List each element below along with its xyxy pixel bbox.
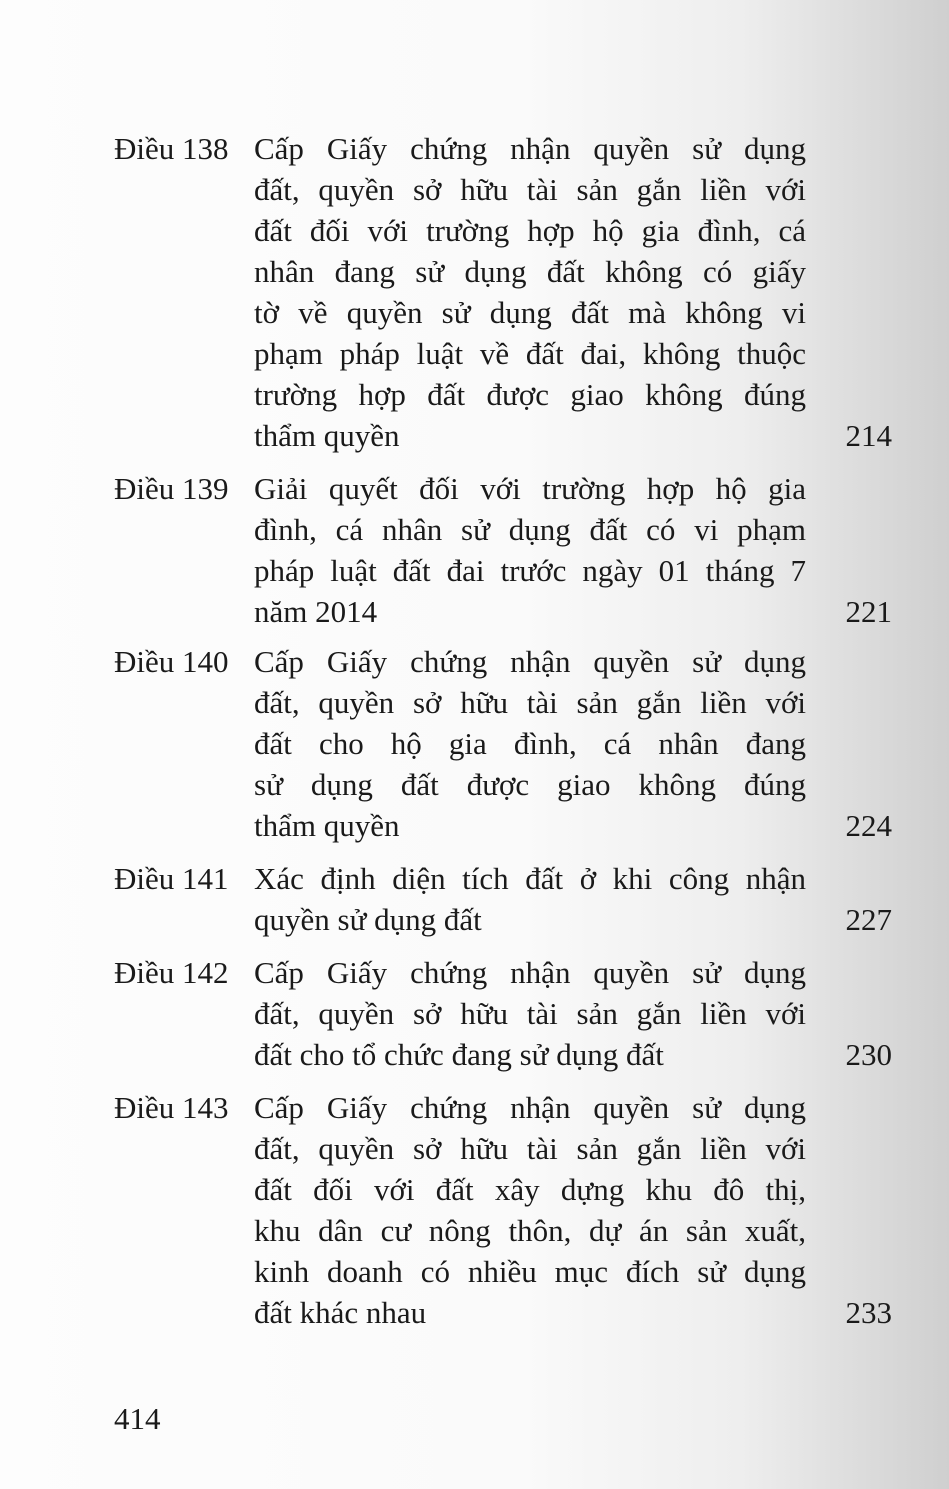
article-title-line: Cấp Giấy chứng nhận quyền sử dụng — [254, 1090, 806, 1125]
article-title-line: Cấp Giấy chứng nhận quyền sử dụng — [254, 131, 806, 166]
article-number: Điều 141 — [114, 861, 229, 896]
toc-page-number: 227 — [845, 902, 892, 937]
toc-page-number: 221 — [845, 594, 892, 629]
article-title-line: đất đối với đất xây dựng khu đô thị, — [254, 1172, 806, 1207]
toc-entry — [0, 128, 949, 456]
article-title-line: quyền sử dụng đất — [254, 902, 482, 937]
article-number: Điều 139 — [114, 471, 229, 506]
article-number: Điều 143 — [114, 1090, 229, 1125]
article-title-line: thẩm quyền — [254, 418, 400, 453]
toc-page-number: 224 — [845, 808, 892, 843]
toc-entry — [0, 641, 949, 846]
toc-entry — [0, 952, 949, 1075]
article-title-line: kinh doanh có nhiều mục đích sử dụng — [254, 1254, 806, 1289]
article-title-line: phạm pháp luật về đất đai, không thuộc — [254, 336, 806, 371]
article-title-line: Giải quyết đối với trường hợp hộ gia — [254, 471, 806, 506]
article-title-line: nhân đang sử dụng đất không có giấy — [254, 254, 806, 289]
toc-page-number: 233 — [845, 1295, 892, 1330]
toc-page-number: 230 — [845, 1037, 892, 1072]
article-title-line: đất, quyền sở hữu tài sản gắn liền với — [254, 685, 806, 720]
article-title-line: sử dụng đất được giao không đúng — [254, 767, 806, 802]
article-title-line: đất cho tổ chức đang sử dụng đất — [254, 1037, 664, 1072]
article-title-line: đất, quyền sở hữu tài sản gắn liền với — [254, 996, 806, 1031]
page-number-footer: 414 — [114, 1401, 161, 1436]
article-title-line: đất, quyền sở hữu tài sản gắn liền với — [254, 1131, 806, 1166]
article-title-line: đất đối với trường hợp hộ gia đình, cá — [254, 213, 806, 248]
article-title-line: trường hợp đất được giao không đúng — [254, 377, 806, 412]
article-title-line: Cấp Giấy chứng nhận quyền sử dụng — [254, 644, 806, 679]
article-title-line: pháp luật đất đai trước ngày 01 tháng 7 — [254, 553, 806, 588]
toc-entry — [0, 468, 949, 632]
article-title-line: tờ về quyền sử dụng đất mà không vi — [254, 295, 806, 330]
article-title — [254, 952, 806, 1075]
toc-entry — [0, 1087, 949, 1333]
article-title — [254, 641, 806, 846]
article-title-line: khu dân cư nông thôn, dự án sản xuất, — [254, 1213, 806, 1248]
toc-page-number: 214 — [845, 418, 892, 453]
article-title-line: đình, cá nhân sử dụng đất có vi phạm — [254, 512, 806, 547]
article-title-line: đất khác nhau — [254, 1295, 427, 1330]
article-title — [254, 468, 806, 632]
article-number: Điều 138 — [114, 131, 229, 166]
article-title — [254, 128, 806, 456]
article-number: Điều 140 — [114, 644, 229, 679]
article-title — [254, 858, 806, 940]
article-title-line: đất cho hộ gia đình, cá nhân đang — [254, 726, 806, 761]
article-title-line: Xác định diện tích đất ở khi công nhận — [254, 861, 806, 896]
article-title-line: Cấp Giấy chứng nhận quyền sử dụng — [254, 955, 806, 990]
article-title-line: năm 2014 — [254, 594, 378, 629]
article-number: Điều 142 — [114, 955, 229, 990]
article-title — [254, 1087, 806, 1333]
article-title-line: đất, quyền sở hữu tài sản gắn liền với — [254, 172, 806, 207]
toc-entry — [0, 858, 949, 940]
article-title-line: thẩm quyền — [254, 808, 400, 843]
